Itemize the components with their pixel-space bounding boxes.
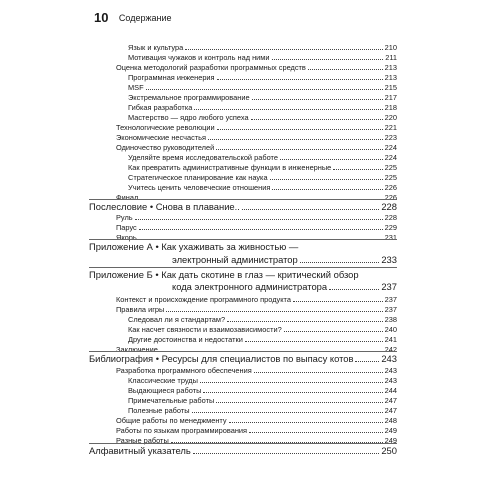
toc-entry: Заключение 242 xyxy=(116,345,397,354)
toc-entry: Классические труды 243 xyxy=(128,376,397,385)
running-title: Содержание xyxy=(118,13,172,23)
toc-entry: Учитесь ценить человеческие отношения 226 xyxy=(128,183,397,192)
toc-entry: Разработка программного обеспечения 243 xyxy=(116,366,397,375)
toc-entry: Программная инженерия 213 xyxy=(128,73,397,82)
toc-entry: Полезные работы 247 xyxy=(128,406,397,415)
toc-entry: Общие работы по менеджменту 248 xyxy=(116,416,397,425)
toc-entry: Экономические несчастья 223 xyxy=(116,133,397,142)
toc-entry: Разные работы 249 xyxy=(116,436,397,445)
toc-chapter-appendix-a: Приложение А • Как ухаживать за живностью — xyxy=(89,241,299,252)
toc-entry: Гибкая разработка 218 xyxy=(128,103,397,112)
toc-entry: Примечательные работы 247 xyxy=(128,396,397,405)
page-number: 10 xyxy=(94,10,109,25)
toc-entry: Работы по языкам программирования 249 xyxy=(116,426,397,435)
toc-entry: Другие достоинства и недостатки 241 xyxy=(128,335,397,344)
toc-entry: Технологические революции 221 xyxy=(116,123,397,132)
toc-entry: Контекст и происхождение программного продукта 237 xyxy=(116,295,397,304)
toc-chapter-appendix-b: Приложение Б • Как дать скотине в глаз — критический обзор xyxy=(89,269,359,280)
toc-chapter-appendix-b-cont: кода электронного администратора 237 xyxy=(172,281,397,292)
toc-entry: Экстремальное программирование 217 xyxy=(128,93,397,102)
toc-entry: Оценка методологий разработки программных средств 213 xyxy=(116,63,397,72)
toc-entry: Мастерство — ядро любого успеха 220 xyxy=(128,113,397,122)
toc-entry: Мотивация чужаков и контроль над ними 211 xyxy=(128,53,397,62)
toc-chapter-afterword: Послесловие • Снова в плавание.. 228 xyxy=(89,201,397,212)
toc-entry: Руль 228 xyxy=(116,213,397,222)
toc-entry: MSF 215 xyxy=(128,83,397,92)
toc-chapter-appendix-a-cont: электронный администратор 233 xyxy=(172,254,397,265)
toc-entry: Как превратить административные функции в инженерные 225 xyxy=(128,163,397,172)
toc-entry: Правила игры 237 xyxy=(116,305,397,314)
toc-entry: Как насчет связности и взаимозависимости? 240 xyxy=(128,325,397,334)
toc-entry: Парус 229 xyxy=(116,223,397,232)
toc-entry: Выдающиеся работы 244 xyxy=(128,386,397,395)
toc-entry: Уделяйте время исследовательской работе 224 xyxy=(128,153,397,162)
toc-chapter-index: Алфавитный указатель 250 xyxy=(89,445,397,456)
toc-entry: Следовал ли я стандартам? 238 xyxy=(128,315,397,324)
toc-entry: Финал 226 xyxy=(116,193,397,202)
toc-entry: Якорь 231 xyxy=(116,233,397,242)
toc-entry: Одиночество руководителей 224 xyxy=(116,143,397,152)
toc-chapter-bibliography: Библиография • Ресурсы для специалистов по выпасу котов 243 xyxy=(89,353,397,364)
toc-entry: Язык и культура 210 xyxy=(128,43,397,52)
toc-entry: Стратегическое планирование как наука 225 xyxy=(128,173,397,182)
